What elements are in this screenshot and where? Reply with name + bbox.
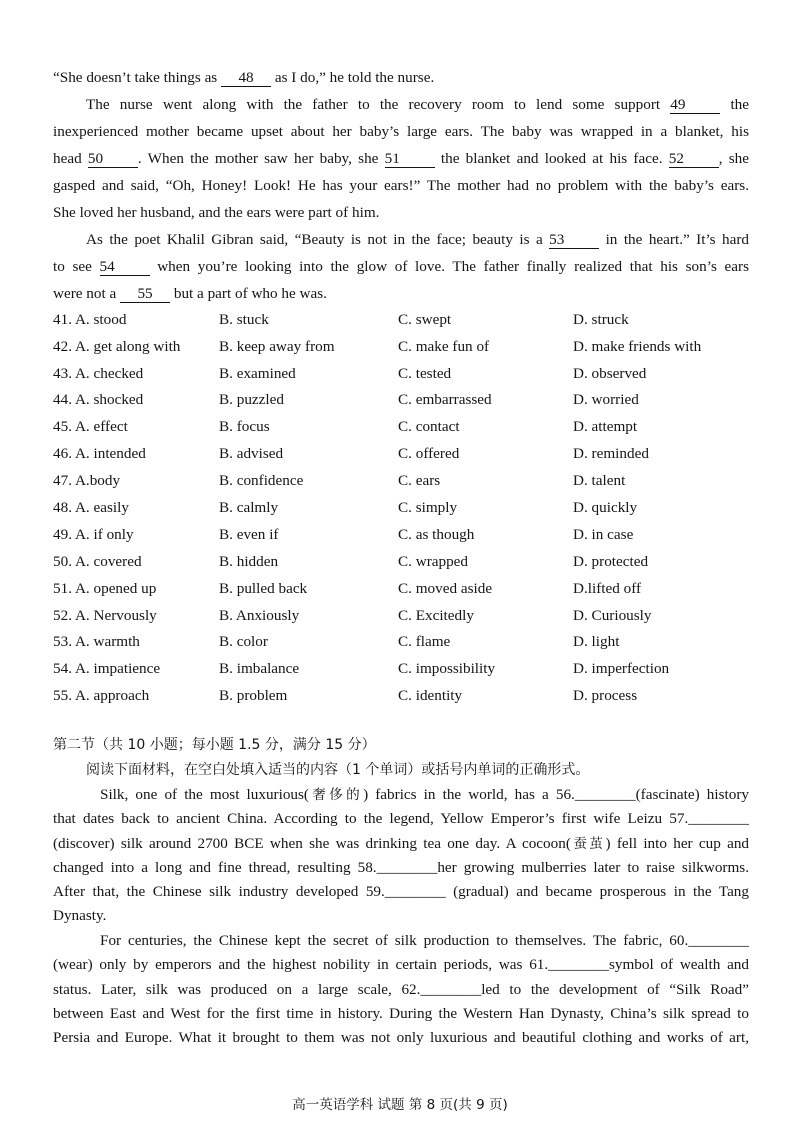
option-a: 51. A. opened up — [53, 580, 157, 597]
blank-50: 50 — [88, 150, 138, 168]
option-row — [53, 686, 753, 706]
option-d: D. process — [573, 687, 638, 704]
silk-line-7: For centuries, the Chinese kept the secret of silk production to themselves. The fabric, 60.________ — [100, 932, 749, 949]
option-d: D. in case — [573, 526, 634, 543]
option-c: C. impossibility — [398, 660, 496, 677]
option-a: 43. A. checked — [53, 365, 144, 382]
option-row — [53, 310, 753, 330]
silk-line-4: changed into a long and fine thread, resulting 58.________her growing mulberries later to raise silkworms. — [53, 859, 749, 876]
option-c: C. ears — [398, 472, 441, 489]
option-b: B. confidence — [219, 472, 304, 489]
option-a: 47. A.body — [53, 472, 121, 489]
option-b: B. puzzled — [219, 391, 284, 408]
option-b: B. hidden — [219, 553, 279, 570]
option-a: 42. A. get along with — [53, 338, 181, 355]
silk-line-2: that dates back to ancient China. According to the legend, Yellow Emperor’s first wife Leizu 57.________ — [53, 810, 749, 827]
option-b: B. pulled back — [219, 580, 308, 597]
passage-line-4: head 50 . When the mother saw her baby, she 51 the blanket and looked at his face. 52 , she — [53, 150, 750, 167]
option-row — [53, 364, 753, 384]
option-c: C. tested — [398, 365, 452, 382]
option-d: D. protected — [573, 553, 649, 570]
option-a: 46. A. intended — [53, 445, 146, 462]
option-a: 48. A. easily — [53, 499, 129, 516]
passage-line-6: She loved her husband, and the ears were part of him. — [53, 204, 380, 221]
passage-line-5: gasped and said, “Oh, Honey! Look! He has your ears!” The mother had no problem with the baby’s ears. — [53, 177, 749, 194]
option-b: B. keep away from — [219, 338, 335, 355]
option-b: B. color — [219, 633, 268, 650]
blank-49: 49 — [670, 96, 720, 114]
option-d: D. worried — [573, 391, 639, 408]
passage-line-9: were not a 55 but a part of who he was. — [53, 285, 327, 302]
option-c: C. contact — [398, 418, 460, 435]
page-footer: 高一英语学科 试题 第 8 页(共 9 页) — [292, 1097, 508, 1113]
option-b: B. advised — [219, 445, 284, 462]
section-heading: 第二节（共 10 小题；每小题 1.5 分，满分 15 分） — [53, 737, 376, 753]
silk-line-1: Silk, one of the most luxurious(奢侈的) fabrics in the world, has a 56.________(fascinate) history — [100, 786, 749, 803]
option-a: 45. A. effect — [53, 418, 128, 435]
option-row — [53, 444, 753, 464]
blank-48: 48 — [221, 69, 271, 87]
option-b: B. examined — [219, 365, 296, 382]
option-b: B. Anxiously — [219, 607, 300, 624]
option-b: B. even if — [219, 526, 279, 543]
option-b: B. imbalance — [219, 660, 300, 677]
silk-line-8: (wear) only by emperors and the highest nobility in certain periods, was 61.________symbol of wealth and — [53, 956, 749, 973]
option-d: D. light — [573, 633, 620, 650]
option-row — [53, 471, 753, 491]
option-d: D.lifted off — [573, 580, 642, 597]
option-c: C. simply — [398, 499, 458, 516]
blank-52: 52 — [669, 150, 719, 168]
option-b: B. focus — [219, 418, 270, 435]
option-b: B. calmly — [219, 499, 279, 516]
option-c: C. identity — [398, 687, 463, 704]
option-row — [53, 525, 753, 545]
option-row — [53, 632, 753, 652]
option-c: C. embarrassed — [398, 391, 492, 408]
option-row — [53, 552, 753, 572]
silk-line-10: between East and West for the first time in history. During the Western Han Dynasty, China’s silk spread to — [53, 1005, 749, 1022]
option-d: D. quickly — [573, 499, 638, 516]
passage-line-2: The nurse went along with the father to the recovery room to lend some support 49 the — [86, 96, 749, 113]
option-a: 54. A. impatience — [53, 660, 161, 677]
passage-line-1: “She doesn’t take things as 48 as I do,” he told the nurse. — [53, 69, 435, 86]
silk-line-5: After that, the Chinese silk industry developed 59.________ (gradual) and became prosperous in the Tang — [53, 883, 749, 900]
option-d: D. struck — [573, 311, 629, 328]
option-a: 55. A. approach — [53, 687, 150, 704]
option-c: C. offered — [398, 445, 460, 462]
option-d: D. talent — [573, 472, 626, 489]
silk-line-3: (discover) silk around 2700 BCE when she was drinking tea one day. A cocoon(蚕茧) fell into her cup and — [53, 835, 750, 852]
option-c: C. Excitedly — [398, 607, 474, 624]
option-c: C. flame — [398, 633, 451, 650]
silk-line-6: Dynasty. — [53, 907, 107, 924]
option-row — [53, 659, 753, 679]
option-c: C. swept — [398, 311, 452, 328]
option-c: C. as though — [398, 526, 475, 543]
option-row — [53, 498, 753, 518]
silk-line-11: Persia and Europe. What it brought to them was not only luxurious and beautiful clothing and works of art, — [53, 1029, 749, 1046]
option-row — [53, 337, 753, 357]
option-d: D. observed — [573, 365, 647, 382]
option-a: 49. A. if only — [53, 526, 134, 543]
option-d: D. imperfection — [573, 660, 670, 677]
option-d: D. attempt — [573, 418, 638, 435]
option-c: C. moved aside — [398, 580, 493, 597]
option-c: C. make fun of — [398, 338, 490, 355]
blank-55: 55 — [120, 285, 170, 303]
option-b: B. stuck — [219, 311, 269, 328]
option-a: 50. A. covered — [53, 553, 142, 570]
passage-line-3: inexperienced mother became upset about her baby’s large ears. The baby was wrapped in a blanket, his — [53, 123, 749, 140]
blank-53: 53 — [549, 231, 599, 249]
option-c: C. wrapped — [398, 553, 469, 570]
option-row — [53, 579, 753, 599]
option-d: D. Curiously — [573, 607, 652, 624]
silk-line-9: status. Later, silk was produced on a large scale, 62.________led to the development of “Silk Road” — [53, 981, 749, 998]
option-b: B. problem — [219, 687, 288, 704]
passage-line-7: As the poet Khalil Gibran said, “Beauty is not in the face; beauty is a 53 in the heart.” It’s hard — [86, 231, 750, 248]
option-row — [53, 417, 753, 437]
option-a: 53. A. warmth — [53, 633, 140, 650]
option-row — [53, 390, 753, 410]
option-row — [53, 606, 753, 626]
passage-line-8: to see 54 when you’re looking into the glow of love. The father finally realized that his son’s ears — [53, 258, 749, 275]
option-a: 52. A. Nervously — [53, 607, 157, 624]
blank-54: 54 — [100, 258, 150, 276]
option-a: 44. A. shocked — [53, 391, 144, 408]
blank-51: 51 — [385, 150, 435, 168]
section-instruction: 阅读下面材料，在空白处填入适当的内容（1 个单词）或括号内单词的正确形式。 — [86, 762, 590, 778]
option-d: D. make friends with — [573, 338, 702, 355]
option-d: D. reminded — [573, 445, 649, 462]
option-a: 41. A. stood — [53, 311, 127, 328]
